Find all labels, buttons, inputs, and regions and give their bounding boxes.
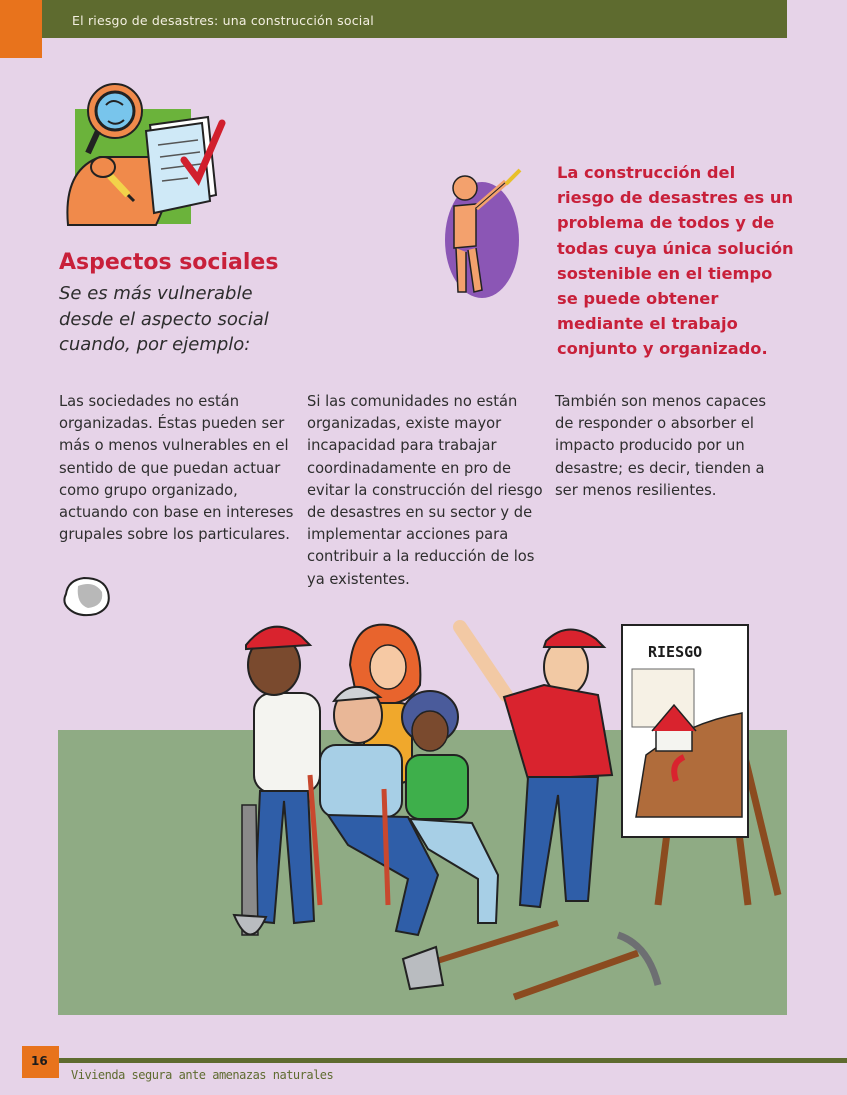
page-number: 16 bbox=[31, 1054, 48, 1068]
risk-sign-text: RIESGO bbox=[648, 643, 703, 661]
section-title: Aspectos sociales bbox=[59, 250, 279, 275]
header-accent bbox=[0, 0, 42, 58]
column-text-3: También son menos capaces de responder o absorber el impacto producido por un desastre; es decir, tienden a ser menos resilientes. bbox=[555, 393, 767, 499]
checklist-magnifier-icon bbox=[58, 75, 228, 230]
footer-rule bbox=[22, 1058, 847, 1063]
column-text-1: Las sociedades no están organizadas. Éstas pueden ser más o menos vulnerables en el sentido de que puedan actuar como grupo organizado, actuando con base en intereses grupales sobre los particulares. bbox=[59, 393, 294, 544]
person-pointing-icon bbox=[440, 168, 530, 298]
section-subtitle: Se es más vulnerable desde el aspecto social cuando, por ejemplo: bbox=[59, 283, 269, 355]
community-meeting-illustration bbox=[58, 605, 787, 1015]
page-number-badge bbox=[22, 1046, 59, 1078]
column-text-2: Si las comunidades no están organizadas, existe mayor incapacidad para trabajar coordinadamente en pro de evitar la construcción del riesgo de desastres en su sector y de implementar acciones para contribuir a la reducción de los ya existentes. bbox=[307, 393, 543, 588]
footer-title: Vivienda segura ante amenazas naturales bbox=[71, 1068, 334, 1082]
header-title: El riesgo de desastres: una construcción social bbox=[72, 13, 374, 28]
callout-text: La construcción del riesgo de desastres es un problema de todos y de todas cuya única solución sostenible en el tiempo se puede obtener mediante el trabajo conjunto y organizado. bbox=[557, 163, 794, 359]
